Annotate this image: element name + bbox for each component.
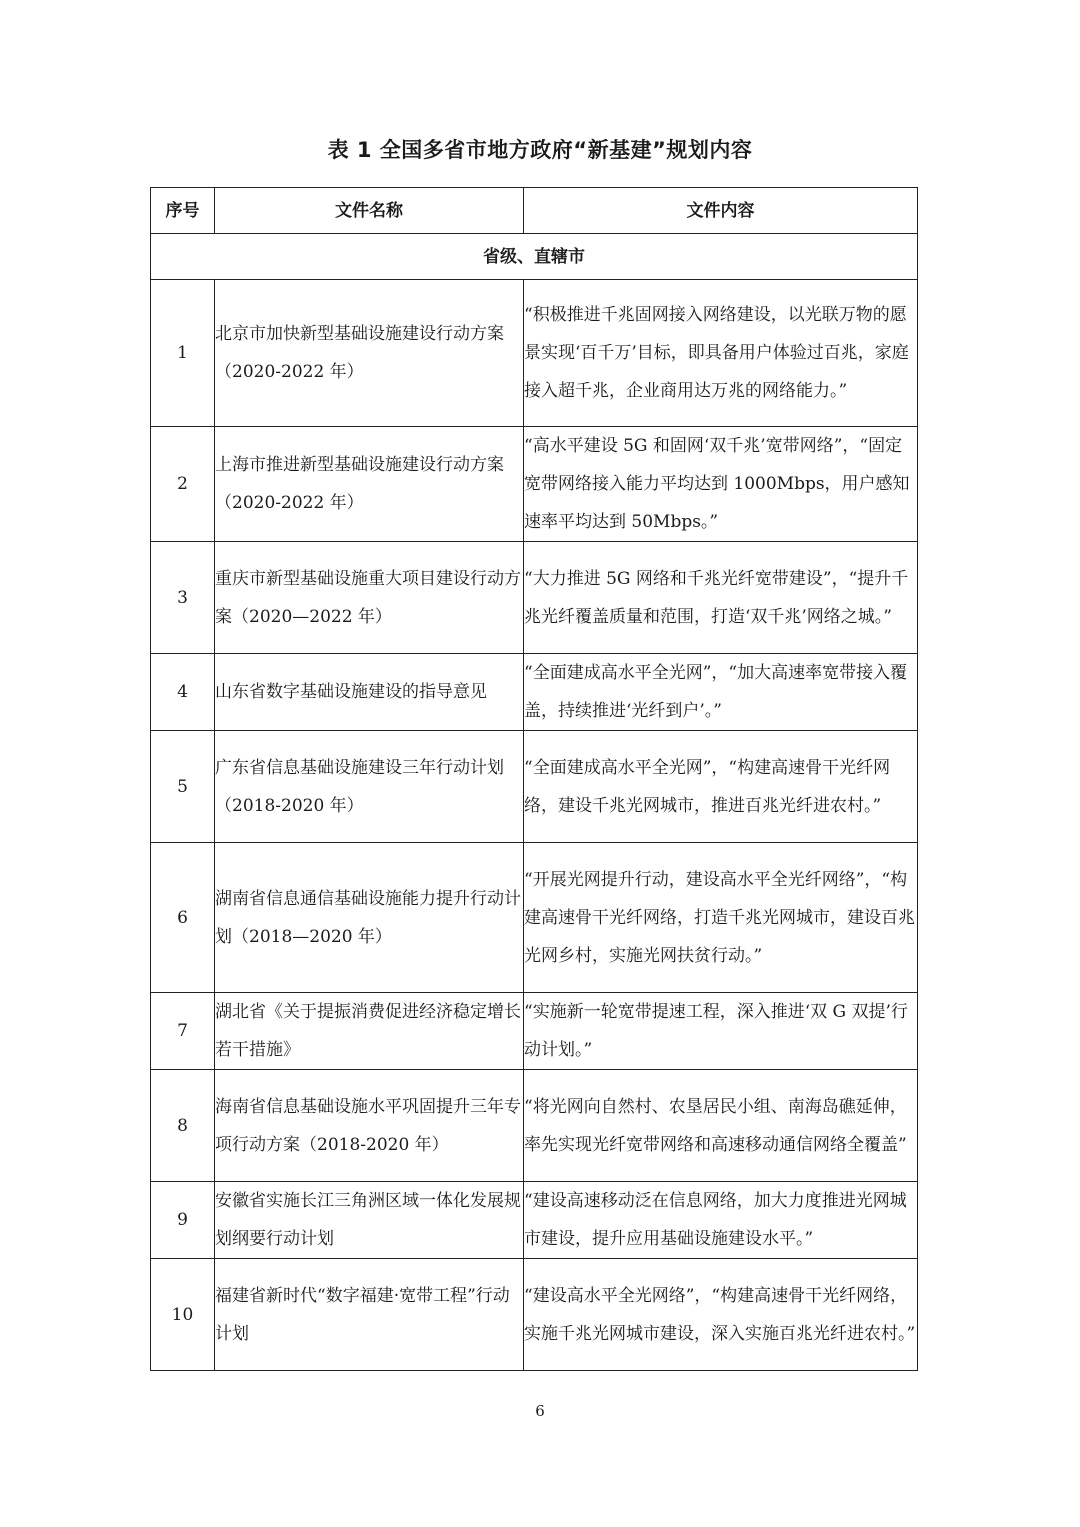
row-document-content: “积极推进千兆固网接入网络建设，以光联万物的愿景实现‘百千万’目标，即具备用户体验过百兆，家庭接入超千兆，企业商用达万兆的网络能力。” — [524, 280, 918, 427]
table-row — [151, 1070, 918, 1182]
row-document-name: 北京市加快新型基础设施建设行动方案（2020-2022 年） — [215, 280, 524, 427]
row-document-content: “开展光网提升行动，建设高水平全光纤网络”，“构建高速骨干光纤网络，打造千兆光网城市，建设百兆光网乡村，实施光网扶贫行动。” — [524, 843, 918, 993]
row-document-content: “将光网向自然村、农垦居民小组、南海岛礁延伸，率先实现光纤宽带网络和高速移动通信网络全覆盖” — [524, 1070, 918, 1182]
row-document-name: 福建省新时代“数字福建·宽带工程”行动计划 — [215, 1259, 524, 1371]
row-number: 3 — [151, 542, 215, 654]
row-document-name: 海南省信息基础设施水平巩固提升三年专项行动方案（2018-2020 年） — [215, 1070, 524, 1182]
row-document-name: 山东省数字基础设施建设的指导意见 — [215, 654, 524, 731]
table-row — [151, 993, 918, 1070]
table-row — [151, 731, 918, 843]
row-number: 4 — [151, 654, 215, 731]
table-row — [151, 843, 918, 993]
page-title: 表 1 全国多省市地方政府“新基建”规划内容 — [327, 138, 753, 162]
section-row — [151, 234, 918, 280]
row-document-content: “大力推进 5G 网络和千兆光纤宽带建设”，“提升千兆光纤覆盖质量和范围，打造‘双千兆’网络之城。” — [524, 542, 918, 654]
row-number: 7 — [151, 993, 215, 1070]
header-number: 序号 — [151, 188, 215, 234]
table-row — [151, 1182, 918, 1259]
row-number: 6 — [151, 843, 215, 993]
row-number: 5 — [151, 731, 215, 843]
section-label: 省级、直辖市 — [151, 234, 918, 280]
row-number: 8 — [151, 1070, 215, 1182]
row-number: 1 — [151, 280, 215, 427]
row-number: 2 — [151, 427, 215, 542]
row-document-content: “全面建成高水平全光网”，“构建高速骨干光纤网络，建设千兆光网城市，推进百兆光纤进农村。” — [524, 731, 918, 843]
row-document-name: 安徽省实施长江三角洲区域一体化发展规划纲要行动计划 — [215, 1182, 524, 1259]
header-content: 文件内容 — [524, 188, 918, 234]
table-row — [151, 427, 918, 542]
table-row — [151, 280, 918, 427]
row-document-name: 重庆市新型基础设施重大项目建设行动方案（2020—2022 年） — [215, 542, 524, 654]
table-header-row — [151, 188, 918, 234]
page-number: 6 — [535, 1402, 545, 1420]
row-document-name: 上海市推进新型基础设施建设行动方案（2020-2022 年） — [215, 427, 524, 542]
row-document-content: “实施新一轮宽带提速工程，深入推进‘双 G 双提’行动计划。” — [524, 993, 918, 1070]
header-name: 文件名称 — [215, 188, 524, 234]
row-number: 10 — [151, 1259, 215, 1371]
table-row — [151, 542, 918, 654]
row-number: 9 — [151, 1182, 215, 1259]
table-row — [151, 1259, 918, 1371]
row-document-content: “建设高水平全光网络”，“构建高速骨干光纤网络，实施千兆光网城市建设，深入实施百兆光纤进农村。” — [524, 1259, 918, 1371]
row-document-name: 湖北省《关于提振消费促进经济稳定增长若干措施》 — [215, 993, 524, 1070]
row-document-content: “高水平建设 5G 和固网‘双千兆’宽带网络”，“固定宽带网络接入能力平均达到 1000Mbps，用户感知速率平均达到 50Mbps。” — [524, 427, 918, 542]
plan-table — [150, 187, 918, 1371]
row-document-content: “建设高速移动泛在信息网络，加大力度推进光网城市建设，提升应用基础设施建设水平。” — [524, 1182, 918, 1259]
row-document-name: 湖南省信息通信基础设施能力提升行动计划（2018—2020 年） — [215, 843, 524, 993]
row-document-content: “全面建成高水平全光网”，“加大高速率宽带接入覆盖，持续推进‘光纤到户’。” — [524, 654, 918, 731]
row-document-name: 广东省信息基础设施建设三年行动计划（2018-2020 年） — [215, 731, 524, 843]
table-row — [151, 654, 918, 731]
